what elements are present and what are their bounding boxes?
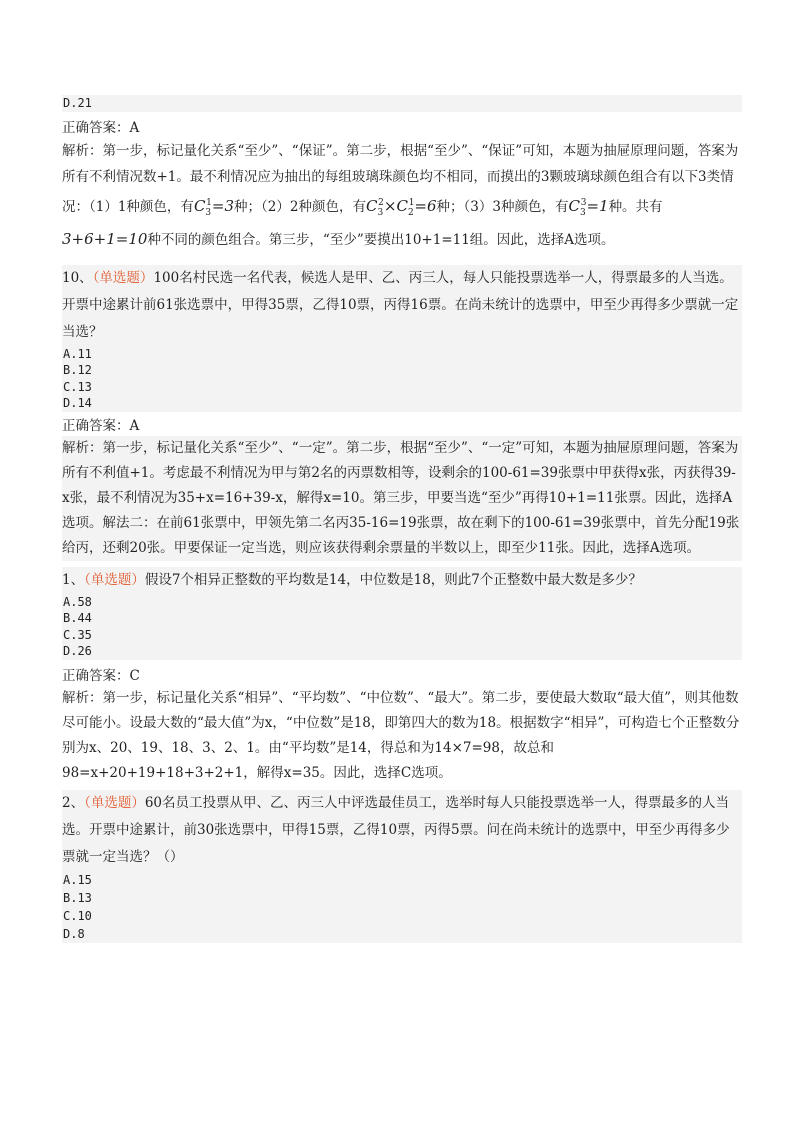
option-c[interactable]: C.10 [62, 907, 742, 925]
explanation: 解析：第一步，标记量化关系“相异”、“平均数”、“中位数”、“最大”。第二步，要使最大数取“最大值”，则其他数尽可能小。设最大数的“最大值”为x，“中位数”是18，即第四大的数为18。根据数字“相异”，可构造七个正整数分别为x、20、19、18、3、2、1。由“平均数”是14，得总和为14×7=98，故总和98=x+20+19+18+3+2+1，解得x=35。因此，选择C选项。 [62, 686, 742, 786]
question-type-tag: （单选题） [92, 269, 154, 286]
question-body: 100名村民选一名代表，候选人是甲、乙、丙三人，每人只能投票选举一人，得票最多的人当选。开票中途累计前61张选票中，甲得35票，乙得10票，丙得16票。在尚未统计的选票中，甲至少再得多少票就一定当选？ [62, 269, 739, 340]
option-d[interactable]: D.8 [62, 925, 742, 943]
correct-answer: 正确答案：C [62, 667, 140, 684]
combination-c32-c21: $C_3^2\times C_2^1=6$ [365, 196, 437, 218]
correct-answer: 正确答案：A [62, 417, 140, 434]
question-1 [62, 567, 742, 660]
option-a[interactable]: A.11 [62, 346, 742, 363]
question-type-tag: （单选题） [84, 794, 145, 811]
question-number: 1、 [62, 571, 85, 588]
question-10 [62, 265, 742, 412]
document-page [62, 95, 742, 943]
explanation-text: 种；（3）3种颜色，有 [436, 198, 569, 215]
option-d[interactable]: D.26 [62, 643, 742, 660]
option-c[interactable]: C.13 [62, 379, 742, 396]
question-text [62, 790, 742, 871]
question-2 [62, 790, 742, 943]
question-text [62, 265, 742, 346]
combination-c31-value: =3 [211, 196, 235, 215]
question-body: 假设7个相异正整数的平均数是14，中位数是18，则此7个正整数中最大数是多少？ [144, 571, 642, 588]
question-number: 10、 [62, 269, 93, 286]
combination-product-value: =6 [414, 196, 437, 215]
question-number: 2、 [62, 794, 85, 811]
option-d[interactable]: D.21 [62, 95, 742, 112]
option-a[interactable]: A.15 [62, 871, 742, 889]
question-text [62, 567, 742, 594]
option-b[interactable]: B.44 [62, 610, 742, 627]
correct-answer: 正确答案：A [62, 119, 140, 136]
option-d[interactable]: D.14 [62, 395, 742, 412]
question-type-tag: （单选题） [84, 571, 145, 588]
explanation: 解析：第一步，标记量化关系“至少”、“一定”。第二步，根据“至少”、“一定”可知，本题为抽屉原理问题，答案为所有不利值+1。考虑最不利情况为甲与第2名的丙票数相等，设剩余的100-61=39张票中甲获得x张，丙获得39-x张，最不利情况为35+x=16+39-x，解得x=10。第三步，甲要当选“至少”再得10+1=11张票。因此，选择A选项。解法二：在前61张票中，甲领先第二名丙35-16=19张票，故在剩下的100-61=39张票中，首先分配19张给丙，还剩20张。甲要保证一定当选，则应该获得剩余票量的半数以上，即至少11张。因此，选择A选项。 [62, 436, 742, 561]
explanation-text: 解析：第一步，标记量化关系“至少”、“保证”。第二步，根据“至少”、“保证”可知，本题为抽屉原理问题，答案为所有不利情况数+1。最不利情况应为抽出的每组玻璃珠颜色均不相同，而摸出的3颗玻璃球颜色组合有以下3类情况：（1）1种颜色，有 [62, 142, 739, 215]
combination-c33-value: =1 [586, 196, 609, 215]
option-c[interactable]: C.35 [62, 627, 742, 644]
option-a[interactable]: A.58 [62, 594, 742, 611]
option-b[interactable]: B.13 [62, 889, 742, 907]
combination-c31: $C_3^1=3$ [193, 196, 235, 218]
combination-c33: $C_3^3=1$ [568, 196, 609, 218]
explanation [62, 138, 742, 253]
question-body: 60名员工投票从甲、乙、丙三人中评选最佳员工，选举时每人只能投票选举一人，得票最多的人当选。开票中途累计，前30张选票中，甲得15票，乙得10票，丙得5票。问在尚未统计的选票中，甲至少再得多少票就一定当选？（） [62, 794, 730, 865]
explanation-text: 种不同的颜色组合。第三步，“至少”要摸出10+1=11组。因此，选择A选项。 [147, 231, 615, 248]
sum-formula: 3+6+1=10 [62, 229, 148, 248]
explanation-text: 种。共有 [608, 198, 663, 215]
option-b[interactable]: B.12 [62, 362, 742, 379]
explanation-text: 种；（2）2种颜色，有 [234, 198, 366, 215]
